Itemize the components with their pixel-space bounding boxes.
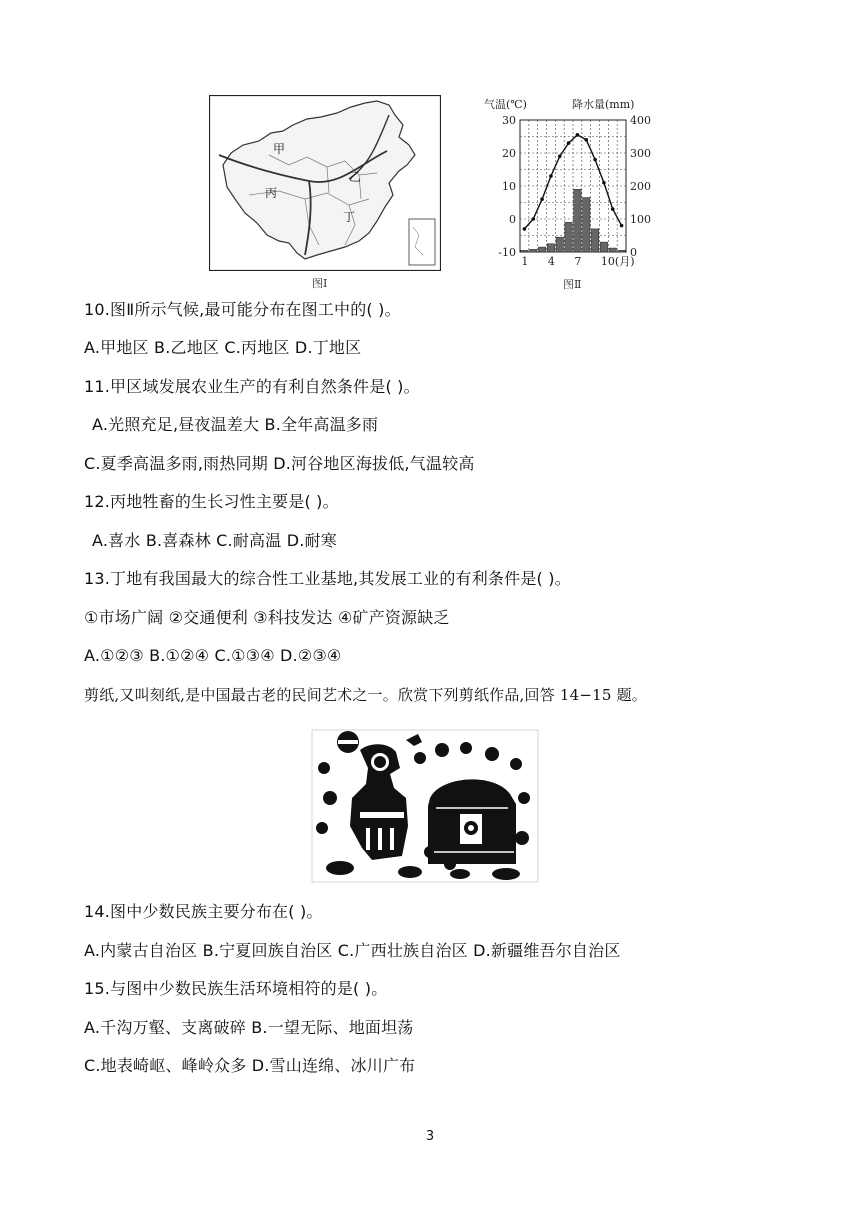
y-left-tick-label: -10 xyxy=(498,246,516,259)
precipitation-bar xyxy=(547,244,554,252)
precipitation-bar xyxy=(565,222,572,252)
question-15-stem: 15.与图中少数民族生活环境相符的是( )。 xyxy=(84,979,388,998)
y-right-tick-label: 0 xyxy=(630,246,637,259)
temperature-point xyxy=(531,217,535,221)
y-left-tick-label: 30 xyxy=(502,114,516,127)
page-number: 3 xyxy=(425,1129,435,1144)
temperature-point xyxy=(523,227,527,231)
precipitation-bar xyxy=(591,229,598,252)
precipitation-bar xyxy=(530,249,537,252)
precipitation-bar xyxy=(618,250,625,252)
y-right-tick-label: 400 xyxy=(630,114,651,127)
precipitation-bar xyxy=(609,248,616,252)
question-11-options-1: A.光照充足,昼夜温差大 B.全年高温多雨 xyxy=(92,415,379,434)
x-tick-label: 4 xyxy=(547,255,555,268)
precipitation-bar xyxy=(556,237,563,252)
figure-1-map xyxy=(209,95,441,271)
x-tick-label: 7 xyxy=(574,255,582,268)
precipitation-bar xyxy=(574,189,581,252)
question-13-conditions: ①市场广阔 ②交通便利 ③科技发达 ④矿产资源缺乏 xyxy=(84,608,450,627)
x-tick-label: 10(月) xyxy=(600,255,635,268)
y-left-tick-label: 0 xyxy=(509,213,516,226)
question-15-options-2: C.地表崎岖、峰岭众多 D.雪山连绵、冰川广布 xyxy=(84,1056,416,1075)
climate-chart-svg xyxy=(478,96,658,292)
figure-1-caption: 图Ⅰ xyxy=(312,277,328,290)
question-12-options: A.喜水 B.喜森林 C.耐高温 D.耐寒 xyxy=(92,531,337,550)
china-map-drawing xyxy=(209,95,441,271)
question-11-stem: 11.甲区域发展农业生产的有利自然条件是( )。 xyxy=(84,377,420,396)
figure-2-chart xyxy=(478,96,658,292)
question-14-options: A.内蒙古自治区 B.宁夏回族自治区 C.广西壮族自治区 D.新疆维吾尔自治区 xyxy=(84,941,621,960)
temperature-point xyxy=(584,138,588,142)
figure-2-caption: 图Ⅱ xyxy=(563,278,582,291)
map-label-yi: 乙 xyxy=(349,170,362,184)
y-left-axis-title: 气温(℃) xyxy=(484,98,527,111)
y-right-axis-title: 降水量(mm) xyxy=(572,98,635,111)
temperature-point xyxy=(593,158,597,162)
precipitation-bar xyxy=(583,198,590,252)
temperature-point xyxy=(611,207,615,211)
precipitation-bar xyxy=(538,247,545,252)
question-13-stem: 13.丁地有我国最大的综合性工业基地,其发展工业的有利条件是( )。 xyxy=(84,569,571,588)
temperature-point xyxy=(558,155,562,159)
temperature-point xyxy=(620,224,624,228)
question-15-options-1: A.千沟万壑、支离破碎 B.一望无际、地面坦荡 xyxy=(84,1018,414,1037)
question-14-stem: 14.图中少数民族主要分布在( )。 xyxy=(84,902,323,921)
temperature-point xyxy=(549,174,553,178)
papercut-intro: 剪纸,又叫刻纸,是中国最古老的民间艺术之一。欣赏下列剪纸作品,回答 14−15 题。 xyxy=(84,686,647,704)
precipitation-bar xyxy=(600,242,607,252)
question-10-options: A.甲地区 B.乙地区 C.丙地区 D.丁地区 xyxy=(84,338,362,357)
y-right-tick-label: 100 xyxy=(630,213,651,226)
map-label-jia: 甲 xyxy=(273,142,286,156)
y-right-tick-label: 200 xyxy=(630,180,651,193)
y-left-tick-label: 20 xyxy=(502,147,516,160)
question-11-options-2: C.夏季高温多雨,雨热同期 D.河谷地区海拔低,气温较高 xyxy=(84,454,475,473)
map-label-ding: 丁 xyxy=(343,210,356,224)
question-13-options: A.①②③ B.①②④ C.①③④ D.②③④ xyxy=(84,646,342,665)
x-tick-label: 1 xyxy=(521,255,529,268)
y-left-tick-label: 10 xyxy=(502,180,516,193)
temperature-point xyxy=(602,181,606,185)
temperature-point xyxy=(576,133,580,137)
y-right-tick-label: 300 xyxy=(630,147,651,160)
papercut-drawing xyxy=(310,728,540,884)
map-label-bing: 丙 xyxy=(265,186,278,200)
question-12-stem: 12.丙地牲畜的生长习性主要是( )。 xyxy=(84,492,339,511)
temperature-point xyxy=(567,141,571,145)
temperature-point xyxy=(540,197,544,201)
papercut-image xyxy=(310,728,540,884)
precipitation-bar xyxy=(521,250,528,252)
question-10-stem: 10.图Ⅱ所示气候,最可能分布在图工中的( )。 xyxy=(84,300,401,319)
